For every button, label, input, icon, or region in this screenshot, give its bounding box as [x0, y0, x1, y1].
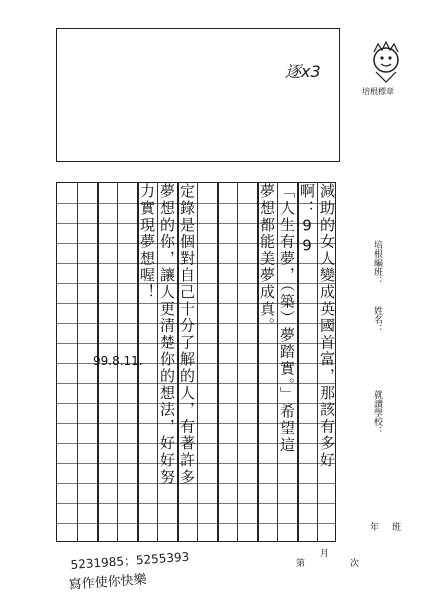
school-label: 就讀學校： — [373, 390, 383, 435]
teacher-mark: 逐x3 — [285, 62, 321, 81]
grid-col-line — [77, 183, 78, 541]
essay-line-1: 減助的女人變成英國首富，那該有多好 — [318, 183, 336, 469]
times-label: 次 — [350, 558, 360, 568]
essay-line-6 — [217, 183, 237, 541]
essay-line-7 — [197, 183, 217, 541]
cartoon-stamp-icon — [364, 40, 408, 84]
page-prefix: 第 — [296, 558, 306, 568]
essay-line-2: 啊：99 — [298, 183, 316, 257]
grade-label: 班 — [392, 522, 402, 532]
teacher-comment-box — [56, 28, 340, 162]
essay-line-4: 夢想都能美夢成真。 — [258, 183, 276, 335]
essay-line-10: 力實現夢想喔！ — [138, 183, 156, 301]
month-label: 月 — [320, 548, 330, 558]
footer-code: 5231985；5255393 — [70, 549, 190, 572]
essay-line-3: 「人生有夢，（築）夢踏實。」希望這 — [278, 183, 296, 454]
stamp-label: 培根標章 — [362, 87, 394, 96]
name-label: 姓名： — [373, 306, 383, 333]
stamp-area — [360, 40, 412, 100]
essay-line-5 — [237, 183, 257, 541]
class-label: 培根編班： — [373, 240, 383, 285]
writing-grid — [56, 182, 336, 542]
essay-line-8: 定錄是個對自己十分了解的人，有著許多 — [178, 183, 196, 486]
essay-date: 99.8.11. — [93, 354, 143, 368]
footer-slogan: 寫作使你快樂 — [68, 572, 148, 593]
year-label: 年 — [370, 522, 380, 532]
essay-line-9: 夢想的你，讓人更清楚你的想法，好好努 — [158, 183, 176, 486]
